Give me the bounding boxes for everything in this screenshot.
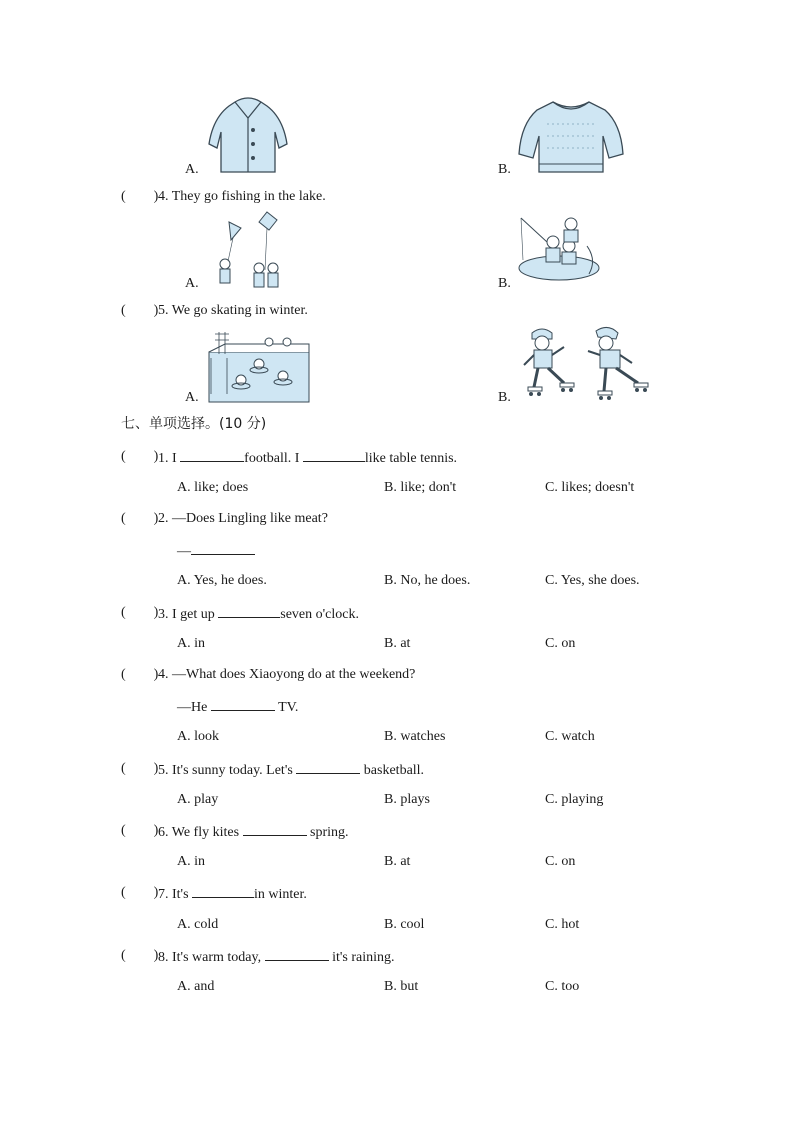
mc-q6-option-a[interactable]: A. in <box>177 854 205 869</box>
coat-picture <box>205 96 291 176</box>
mc-q7-option-b[interactable]: B. cool <box>384 917 425 932</box>
mc-q2-answer-paren[interactable]: ( ) <box>121 511 159 526</box>
mc-q7-option-c[interactable]: C. hot <box>545 917 580 932</box>
mc-q1-option-b[interactable]: B. like; don't <box>384 480 457 495</box>
mc-q4-blank[interactable] <box>211 698 275 711</box>
mc-q4-answer-paren[interactable]: ( ) <box>121 667 159 682</box>
mc-q3-option-b[interactable]: B. at <box>384 636 411 651</box>
mc-q4-answer-line: —He TV. <box>177 700 299 715</box>
q5-a-label: A. <box>185 390 199 405</box>
mc-q4-option-b[interactable]: B. watches <box>384 729 446 744</box>
q4-stem: 4. They go fishing in the lake. <box>158 189 326 204</box>
q4-a-label: A. <box>185 276 199 291</box>
mc-q8-option-b[interactable]: B. but <box>384 979 419 994</box>
mc-q1-option-a[interactable]: A. like; does <box>177 480 249 495</box>
mc-q1-answer-paren[interactable]: ( ) <box>121 449 159 464</box>
mc-q7-blank[interactable] <box>192 885 254 898</box>
mc-q8-stem: 8. It's warm today, it's raining. <box>158 950 395 965</box>
mc-q1-blank-1[interactable] <box>180 449 244 462</box>
section-7-title: 七、单项选择。(10 分) <box>121 416 267 432</box>
mc-q8-option-c[interactable]: C. too <box>545 979 580 994</box>
mc-q5-option-b[interactable]: B. plays <box>384 792 430 807</box>
q4-b-label: B. <box>498 276 511 291</box>
mc-q1-option-c[interactable]: C. likes; doesn't <box>545 480 635 495</box>
fishing-picture <box>517 210 607 288</box>
mc-q7-answer-paren[interactable]: ( ) <box>121 885 159 900</box>
mc-q4-option-a[interactable]: A. look <box>177 729 219 744</box>
mc-q2-option-b[interactable]: B. No, he does. <box>384 573 471 588</box>
mc-q3-answer-paren[interactable]: ( ) <box>121 605 159 620</box>
mc-q1-stem: 1. I football. I like table tennis. <box>158 451 458 466</box>
swimming-pool-picture <box>207 328 311 404</box>
mc-q6-option-b[interactable]: B. at <box>384 854 411 869</box>
mc-q6-option-c[interactable]: C. on <box>545 854 576 869</box>
mc-q3-stem: 3. I get up seven o'clock. <box>158 607 359 622</box>
mc-q2-stem: 2. —Does Lingling like meat? <box>158 511 328 526</box>
mc-q5-option-a[interactable]: A. play <box>177 792 219 807</box>
mc-q8-answer-paren[interactable]: ( ) <box>121 948 159 963</box>
mc-q6-blank[interactable] <box>243 823 307 836</box>
mc-q7-option-a[interactable]: A. cold <box>177 917 219 932</box>
mc-q6-stem: 6. We fly kites spring. <box>158 825 349 840</box>
mc-q7-stem: 7. It's in winter. <box>158 887 307 902</box>
mc-q8-blank[interactable] <box>265 948 329 961</box>
mc-q4-stem: 4. —What does Xiaoyong do at the weekend? <box>158 667 416 682</box>
mc-q2-blank[interactable] <box>191 542 255 555</box>
row3-b-label: B. <box>498 162 511 177</box>
mc-q2-option-a[interactable]: A. Yes, he does. <box>177 573 267 588</box>
mc-q3-option-c[interactable]: C. on <box>545 636 576 651</box>
row3-a-label: A. <box>185 162 199 177</box>
mc-q1-blank-2[interactable] <box>303 449 365 462</box>
mc-q2-option-c[interactable]: C. Yes, she does. <box>545 573 640 588</box>
flying-kites-picture <box>207 210 295 290</box>
q5-answer-paren[interactable]: ( ) <box>121 303 159 318</box>
mc-q2-answer-line: — <box>177 542 255 560</box>
mc-q5-blank[interactable] <box>296 761 360 774</box>
q5-stem: 5. We go skating in winter. <box>158 303 308 318</box>
sweater-picture <box>517 96 625 176</box>
mc-q6-answer-paren[interactable]: ( ) <box>121 823 159 838</box>
mc-q3-blank[interactable] <box>218 605 280 618</box>
mc-q3-option-a[interactable]: A. in <box>177 636 205 651</box>
roller-skating-picture <box>520 325 656 405</box>
mc-q8-option-a[interactable]: A. and <box>177 979 215 994</box>
q4-answer-paren[interactable]: ( ) <box>121 189 159 204</box>
q5-b-label: B. <box>498 390 511 405</box>
mc-q4-option-c[interactable]: C. watch <box>545 729 595 744</box>
mc-q5-answer-paren[interactable]: ( ) <box>121 761 159 776</box>
mc-q5-option-c[interactable]: C. playing <box>545 792 604 807</box>
mc-q5-stem: 5. It's sunny today. Let's basketball. <box>158 763 425 778</box>
